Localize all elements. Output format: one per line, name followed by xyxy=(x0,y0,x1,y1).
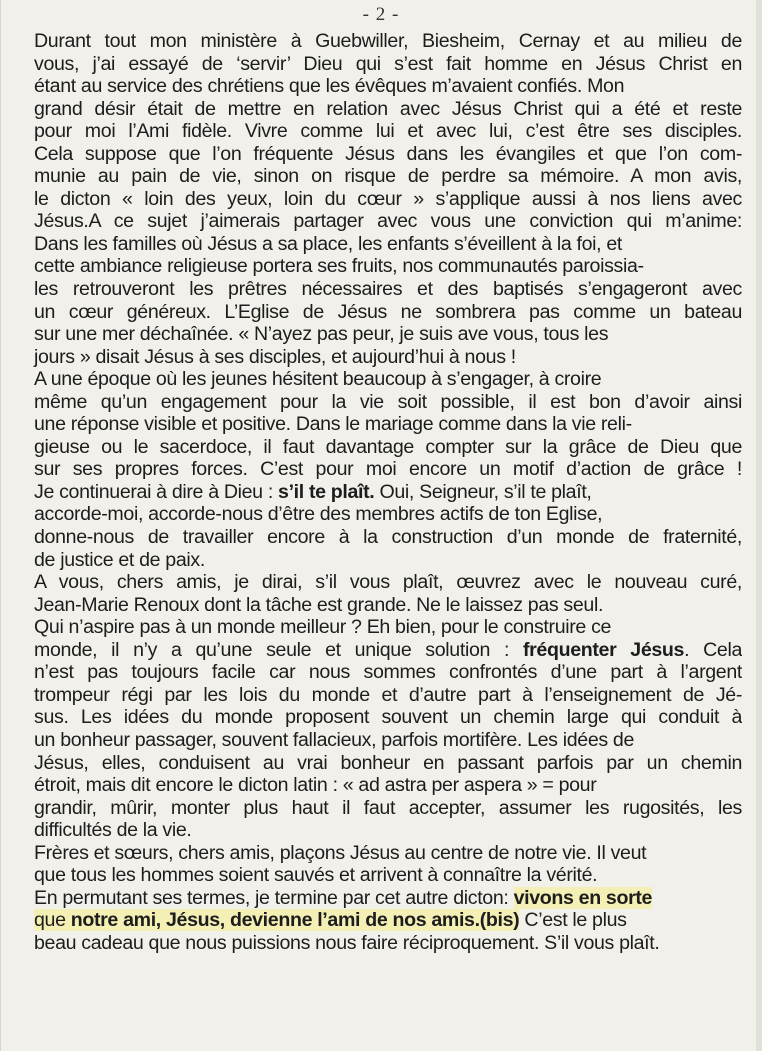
text-line xyxy=(34,503,742,526)
text-line xyxy=(34,526,742,549)
text-line xyxy=(34,436,742,459)
text-line xyxy=(34,774,742,797)
text-segment: beau cadeau que nous puissions nous faire réciproquement. S’il vous plaît. xyxy=(34,931,660,954)
text-segment: monde, il n’y a qu’une seule et unique solution : xyxy=(34,638,523,661)
text-line xyxy=(34,368,742,391)
text-line xyxy=(34,571,742,594)
highlighted-phrase: notre ami, Jésus, devienne l’ami de nos amis.(bis) xyxy=(70,909,520,932)
text-segment: sur ses propres forces. C’est pour moi encore un motif d’action de grâce ! xyxy=(34,458,742,481)
text-segment: de justice et de paix. xyxy=(34,548,205,571)
bold-phrase: s’il te plaît. xyxy=(278,480,375,503)
text-segment: munie au pain de vie, sinon on risque de perdre sa mémoire. A mon avis, xyxy=(34,165,742,188)
text-segment: pour moi l’Ami fidèle. Vivre comme lui et avec lui, c’est être ses disciples. xyxy=(34,120,742,143)
text-segment: les retrouveront les prêtres nécessaires et des baptisés s’engageront avec xyxy=(34,278,742,301)
text-line xyxy=(34,323,742,346)
text-line xyxy=(34,729,742,752)
text-segment: une réponse visible et positive. Dans le mariage comme dans la vie reli- xyxy=(34,413,632,436)
text-segment: Jésus.A ce sujet j’aimerais partager avec vous une conviction qui m’anime: xyxy=(34,210,742,233)
text-segment: le dicton « loin des yeux, loin du cœur » s’applique aussi à nos liens avec xyxy=(34,187,742,210)
text-segment: grand désir était de mettre en relation avec Jésus Christ qui a été et reste xyxy=(34,97,742,120)
text-segment: Oui, Seigneur, s’il te plaît, xyxy=(374,480,592,503)
text-segment: n’est pas toujours facile car nous sommes confrontés d’une part à l’argent xyxy=(34,661,742,684)
text-segment: trompeur régi par les lois du monde et d’autre part à l’enseignement de Jé- xyxy=(34,683,742,706)
text-line xyxy=(34,210,742,233)
text-segment: gieuse ou le sacerdoce, il faut davantage compter sur la grâce de Dieu que xyxy=(34,435,742,458)
text-segment: . Cela xyxy=(684,638,742,661)
text-line xyxy=(34,391,742,414)
text-segment: C’est le plus xyxy=(519,909,627,932)
text-segment: Dans les familles où Jésus a sa place, les enfants s’éveillent à la foi, et xyxy=(34,232,623,255)
text-segment: En permutant ses termes, je termine par cet autre dicton: xyxy=(34,886,514,909)
bold-phrase: fréquenter Jésus xyxy=(522,638,685,661)
text-line xyxy=(34,752,742,775)
text-line xyxy=(34,255,742,278)
text-line xyxy=(34,594,742,617)
text-segment: étroit, mais dit encore le dicton latin : « ad astra per aspera » = pour xyxy=(34,774,597,797)
text-line xyxy=(34,301,742,324)
text-line xyxy=(34,639,742,662)
text-segment: Cela suppose que l’on fréquente Jésus dans les évangiles et que l’on com- xyxy=(34,142,742,165)
text-line xyxy=(34,413,742,436)
text-line xyxy=(34,53,742,76)
text-segment: un bonheur passager, souvent fallacieux, parfois mortifère. Les idées de xyxy=(34,728,635,751)
highlighted-phrase: vivons en sorte xyxy=(513,886,653,909)
text-segment: Jean-Marie Renoux dont la tâche est grande. Ne le laissez pas seul. xyxy=(34,593,604,616)
text-segment: Jésus, elles, conduisent au vrai bonheur en passant parfois par un chemin xyxy=(34,751,742,774)
text-line xyxy=(34,684,742,707)
text-segment: vous, j’ai essayé de ‘servir’ Dieu qui s’est fait homme en Jésus Christ en xyxy=(34,52,742,75)
text-segment: Frères et sœurs, chers amis, plaçons Jésus au centre de notre vie. Il veut xyxy=(34,841,647,864)
text-line xyxy=(34,909,742,932)
text-segment: difficultés de la vie. xyxy=(34,819,192,842)
text-segment: même qu’un engagement pour la vie soit possible, il est bon d’avoir ainsi xyxy=(34,390,742,413)
text-line xyxy=(34,819,742,842)
text-line xyxy=(34,346,742,369)
text-segment: Qui n’aspire pas à un monde meilleur ? Eh bien, pour le construire ce xyxy=(34,616,612,639)
text-segment: Je continuerai à dire à Dieu : xyxy=(34,480,279,503)
text-line xyxy=(34,706,742,729)
text-line xyxy=(34,842,742,865)
text-segment: étant au service des chrétiens que les évêques m’avaient confiés. Mon xyxy=(34,75,625,98)
text-line xyxy=(34,98,742,121)
text-segment: A une époque où les jeunes hésitent beaucoup à s’engager, à croire xyxy=(34,368,602,391)
text-line xyxy=(34,661,742,684)
text-line xyxy=(34,932,742,955)
text-line xyxy=(34,165,742,188)
text-line xyxy=(34,278,742,301)
page-edge xyxy=(0,0,1,1051)
text-line xyxy=(34,120,742,143)
text-segment: Durant tout mon ministère à Guebwiller, Biesheim, Cernay et au milieu de xyxy=(34,30,742,52)
text-line xyxy=(34,143,742,166)
text-line xyxy=(34,549,742,572)
text-segment: grandir, mûrir, monter plus haut il faut accepter, assumer les rugosités, les xyxy=(34,796,742,819)
text-segment: sus. Les idées du monde proposent souvent un chemin large qui conduit à xyxy=(34,706,742,729)
text-segment: sur une mer déchaînée. « N’ayez pas peur, je suis ave vous, tous les xyxy=(34,323,609,346)
text-line xyxy=(34,864,742,887)
text-line xyxy=(34,616,742,639)
text-line xyxy=(34,188,742,211)
text-segment: accorde-moi, accorde-nous d’être des membres actifs de ton Eglise, xyxy=(34,503,603,526)
text-line xyxy=(34,30,742,53)
text-segment: cette ambiance religieuse portera ses fruits, nos communautés paroissia- xyxy=(34,255,644,278)
text-segment: A vous, chers amis, je dirai, s’il vous plaît, œuvrez avec le nouveau curé, xyxy=(34,571,742,594)
body-text xyxy=(34,30,742,954)
text-line xyxy=(34,887,742,910)
text-segment: que tous les hommes soient sauvés et arrivent à connaître la vérité. xyxy=(34,864,598,887)
text-segment: jours » disait Jésus à ses disciples, et aujourd’hui à nous ! xyxy=(34,345,516,368)
text-segment: donne-nous de travailler encore à la construction d’un monde de fraternité, xyxy=(34,526,742,549)
highlighted-phrase: que xyxy=(34,909,71,932)
text-line xyxy=(34,481,742,504)
text-segment: un cœur généreux. L’Eglise de Jésus ne sombrera pas comme un bateau xyxy=(34,300,742,323)
page-edge-right xyxy=(756,0,762,1051)
text-line xyxy=(34,458,742,481)
text-line xyxy=(34,75,742,98)
text-line xyxy=(34,233,742,256)
text-line xyxy=(34,797,742,820)
page-number: - 2 - xyxy=(362,4,400,25)
